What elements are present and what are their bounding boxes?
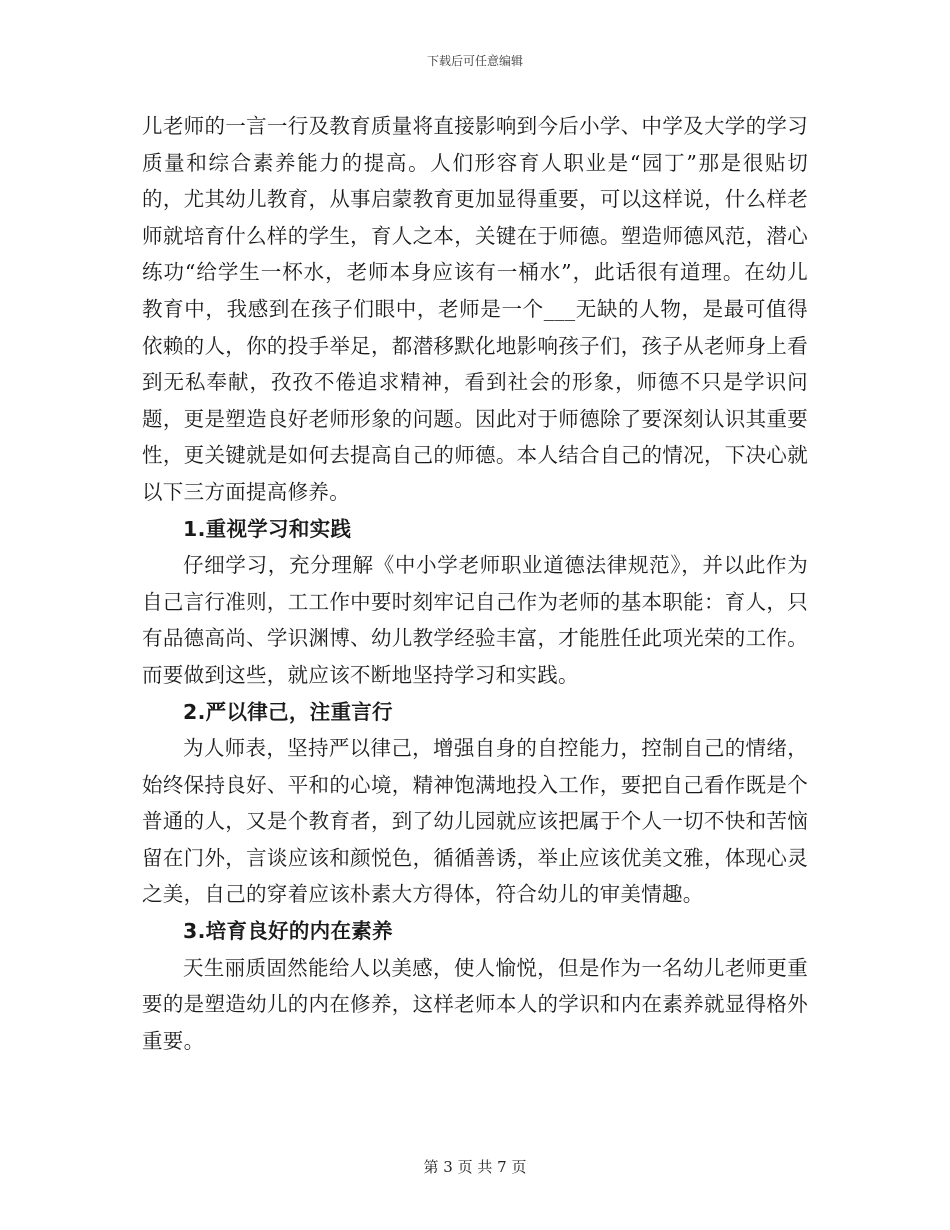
section-heading-2: 2.严以律己，注重言行	[183, 699, 393, 724]
section-heading-3: 3.培育良好的内在素养	[183, 919, 393, 944]
page-header: 下载后可任意编辑	[426, 54, 523, 68]
section-paragraph-1: 仔细学习，充分理解《中小学老师职业道德法律规范》，并以此作为自己言行准则，工工作中要时刻牢记自己作为老师的基本职能：育人，只有品德高尚、学识渊博、幼儿教学经验丰富，才能胜任此项光荣的工作。而要做到这些，就应该不断地坚持学习和实践。	[142, 553, 808, 687]
section-paragraph-2: 为人师表，坚持严以律己，增强自身的自控能力，控制自己的情绪，始终保持良好、平和的心境，精神饱满地投入工作，要把自己看作既是个普通的人，又是个教育者，到了幼儿园就应该把属于个人一切不快和苦恼留在门外，言谈应该和颜悦色，循循善诱，举止应该优美文雅，体现心灵之美，自己的穿着应该朴素大方得体，符合幼儿的审美情趣。	[142, 736, 808, 907]
page-number-footer: 第 3 页 共 7 页	[423, 1158, 527, 1176]
section-heading-1: 1.重视学习和实践	[183, 516, 352, 541]
section-paragraph-3: 天生丽质固然能给人以美感，使人愉悦，但是作为一名幼儿老师更重要的是塑造幼儿的内在修养，这样老师本人的学识和内在素养就显得格外重要。	[142, 955, 808, 1053]
document-body	[142, 108, 808, 1059]
intro-paragraph: 儿老师的一言一行及教育质量将直接影响到今后小学、中学及大学的学习质量和综合素养能力的提高。人们形容育人职业是“园丁”那是很贴切的，尤其幼儿教育，从事启蒙教育更加显得重要，可以这样说，什么样老师就培育什么样的学生，育人之本，关键在于师德。塑造师德风范，潜心练功“给学生一杯水，老师本身应该有一桶水”，此话很有道理。在幼儿教育中，我感到在孩子们眼中，老师是一个___无缺的人物，是最可值得依赖的人，你的投手举足，都潜移默化地影响孩子们，孩子从老师身上看到无私奉献，孜孜不倦追求精神，看到社会的形象，师德不只是学识问题，更是塑造良好老师形象的问题。因此对于师德除了要深刻认识其重要性，更关键就是如何去提高自己的师德。本人结合自己的情况，下决心就以下三方面提高修养。	[142, 114, 808, 504]
